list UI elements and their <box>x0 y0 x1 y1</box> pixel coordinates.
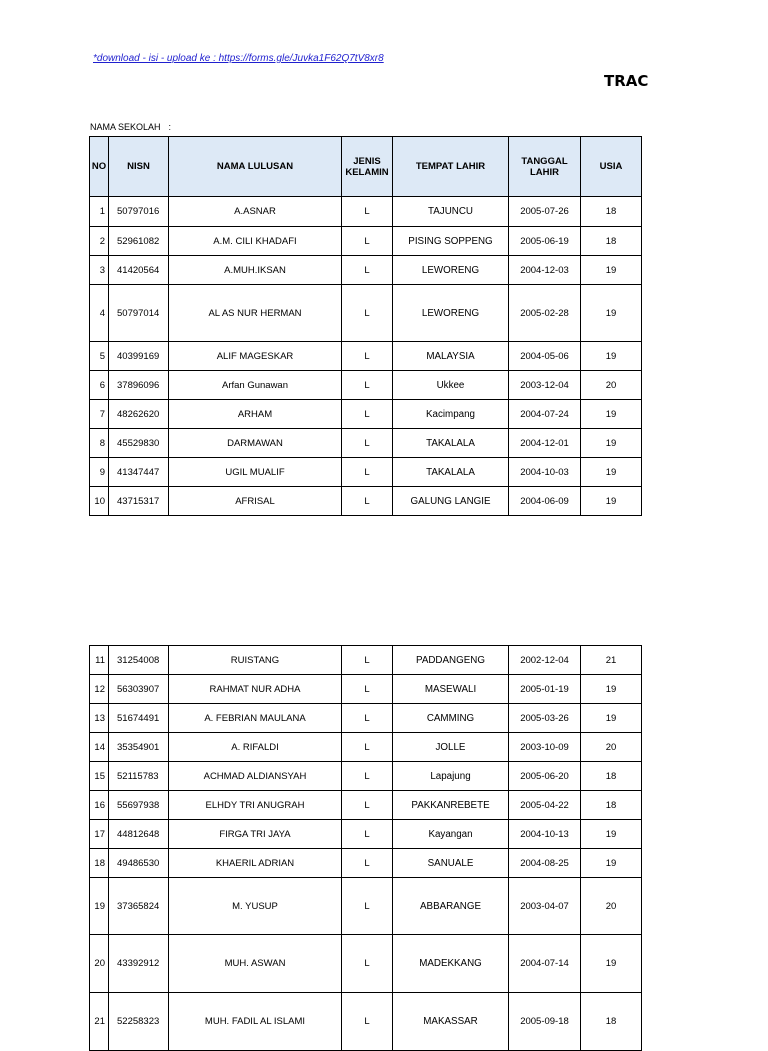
column-header-no: NO <box>90 137 109 197</box>
cell-nama: A.M. CILI KHADAFI <box>169 227 342 256</box>
cell-tempat-lahir: PADDANGENG <box>393 646 509 675</box>
cell-usia: 19 <box>581 849 642 878</box>
cell-tempat-lahir: PISING SOPPENG <box>393 227 509 256</box>
cell-jenis-kelamin: L <box>342 733 393 762</box>
cell-nama: ELHDY TRI ANUGRAH <box>169 791 342 820</box>
table-row <box>90 458 642 487</box>
cell-nisn: 51674491 <box>109 704 169 733</box>
cell-jenis-kelamin: L <box>342 675 393 704</box>
cell-tempat-lahir: LEWORENG <box>393 285 509 342</box>
cell-tempat-lahir: PAKKANREBETE <box>393 791 509 820</box>
cell-tanggal-lahir: 2005-02-28 <box>509 285 581 342</box>
cell-tanggal-lahir: 2004-12-03 <box>509 256 581 285</box>
cell-usia: 18 <box>581 762 642 791</box>
cell-usia: 19 <box>581 820 642 849</box>
column-header-jenis-kelamin: JENIS KELAMIN <box>342 137 393 197</box>
table-row <box>90 993 642 1051</box>
table-row <box>90 487 642 516</box>
cell-usia: 19 <box>581 256 642 285</box>
cell-no: 1 <box>90 197 109 227</box>
cell-no: 16 <box>90 791 109 820</box>
page-title: TRAC <box>604 72 649 90</box>
cell-usia: 19 <box>581 487 642 516</box>
cell-jenis-kelamin: L <box>342 285 393 342</box>
cell-tanggal-lahir: 2003-04-07 <box>509 878 581 935</box>
column-header-tanggal-lahir: TANGGAL LAHIR <box>509 137 581 197</box>
cell-nisn: 31254008 <box>109 646 169 675</box>
cell-jenis-kelamin: L <box>342 878 393 935</box>
cell-jenis-kelamin: L <box>342 849 393 878</box>
cell-usia: 18 <box>581 993 642 1051</box>
cell-jenis-kelamin: L <box>342 935 393 993</box>
cell-tanggal-lahir: 2004-06-09 <box>509 487 581 516</box>
cell-nisn: 41347447 <box>109 458 169 487</box>
cell-jenis-kelamin: L <box>342 256 393 285</box>
cell-usia: 19 <box>581 704 642 733</box>
cell-jenis-kelamin: L <box>342 400 393 429</box>
cell-tanggal-lahir: 2005-01-19 <box>509 675 581 704</box>
cell-tanggal-lahir: 2005-07-26 <box>509 197 581 227</box>
cell-nisn: 44812648 <box>109 820 169 849</box>
school-name-label-text: NAMA SEKOLAH <box>90 122 161 132</box>
column-header-nama: NAMA LULUSAN <box>169 137 342 197</box>
cell-no: 8 <box>90 429 109 458</box>
cell-tempat-lahir: CAMMING <box>393 704 509 733</box>
table-row <box>90 342 642 371</box>
cell-nisn: 52961082 <box>109 227 169 256</box>
cell-usia: 19 <box>581 458 642 487</box>
column-header-nisn: NISN <box>109 137 169 197</box>
cell-nama: A.MUH.IKSAN <box>169 256 342 285</box>
column-header-tempat-lahir: TEMPAT LAHIR <box>393 137 509 197</box>
cell-tanggal-lahir: 2004-10-13 <box>509 820 581 849</box>
cell-usia: 19 <box>581 285 642 342</box>
cell-tanggal-lahir: 2005-09-18 <box>509 993 581 1051</box>
table-header-row <box>90 137 642 197</box>
cell-jenis-kelamin: L <box>342 371 393 400</box>
cell-nama: Arfan Gunawan <box>169 371 342 400</box>
cell-nisn: 50797016 <box>109 197 169 227</box>
cell-tempat-lahir: GALUNG LANGIE <box>393 487 509 516</box>
cell-jenis-kelamin: L <box>342 342 393 371</box>
cell-nisn: 55697938 <box>109 791 169 820</box>
cell-nama: ARHAM <box>169 400 342 429</box>
school-name-label <box>90 122 171 132</box>
table-row <box>90 704 642 733</box>
table-row <box>90 285 642 342</box>
cell-tempat-lahir: MASEWALI <box>393 675 509 704</box>
cell-nisn: 45529830 <box>109 429 169 458</box>
cell-tanggal-lahir: 2005-06-19 <box>509 227 581 256</box>
table-row <box>90 791 642 820</box>
cell-tempat-lahir: MALAYSIA <box>393 342 509 371</box>
school-name-colon: : <box>168 122 172 132</box>
cell-usia: 21 <box>581 646 642 675</box>
cell-no: 7 <box>90 400 109 429</box>
cell-nama: AL AS NUR HERMAN <box>169 285 342 342</box>
cell-usia: 20 <box>581 878 642 935</box>
cell-tanggal-lahir: 2004-05-06 <box>509 342 581 371</box>
cell-tempat-lahir: SANUALE <box>393 849 509 878</box>
cell-nama: KHAERIL ADRIAN <box>169 849 342 878</box>
cell-nama: M. YUSUP <box>169 878 342 935</box>
table-row <box>90 197 642 227</box>
cell-nama: RAHMAT NUR ADHA <box>169 675 342 704</box>
cell-tempat-lahir: LEWORENG <box>393 256 509 285</box>
cell-tanggal-lahir: 2005-06-20 <box>509 762 581 791</box>
cell-no: 5 <box>90 342 109 371</box>
cell-tempat-lahir: MADEKKANG <box>393 935 509 993</box>
cell-tanggal-lahir: 2004-10-03 <box>509 458 581 487</box>
cell-tempat-lahir: MAKASSAR <box>393 993 509 1051</box>
cell-tanggal-lahir: 2004-07-14 <box>509 935 581 993</box>
cell-jenis-kelamin: L <box>342 458 393 487</box>
cell-nisn: 50797014 <box>109 285 169 342</box>
cell-tanggal-lahir: 2003-10-09 <box>509 733 581 762</box>
cell-jenis-kelamin: L <box>342 993 393 1051</box>
cell-usia: 19 <box>581 342 642 371</box>
cell-nisn: 43715317 <box>109 487 169 516</box>
cell-tempat-lahir: JOLLE <box>393 733 509 762</box>
column-header-usia: USIA <box>581 137 642 197</box>
cell-usia: 18 <box>581 791 642 820</box>
cell-tanggal-lahir: 2004-07-24 <box>509 400 581 429</box>
cell-tempat-lahir: Kayangan <box>393 820 509 849</box>
cell-usia: 18 <box>581 197 642 227</box>
cell-tempat-lahir: Lapajung <box>393 762 509 791</box>
cell-tanggal-lahir: 2002-12-04 <box>509 646 581 675</box>
cell-no: 21 <box>90 993 109 1051</box>
cell-tanggal-lahir: 2005-04-22 <box>509 791 581 820</box>
cell-jenis-kelamin: L <box>342 646 393 675</box>
cell-tempat-lahir: Ukkee <box>393 371 509 400</box>
cell-nama: MUH. ASWAN <box>169 935 342 993</box>
table-row <box>90 429 642 458</box>
cell-tempat-lahir: TAKALALA <box>393 458 509 487</box>
table-row <box>90 646 642 675</box>
cell-no: 15 <box>90 762 109 791</box>
cell-no: 3 <box>90 256 109 285</box>
cell-nama: RUISTANG <box>169 646 342 675</box>
cell-usia: 19 <box>581 675 642 704</box>
cell-nama: ACHMAD ALDIANSYAH <box>169 762 342 791</box>
cell-nisn: 49486530 <box>109 849 169 878</box>
cell-jenis-kelamin: L <box>342 429 393 458</box>
graduates-table-page-1 <box>89 136 642 516</box>
cell-nisn: 35354901 <box>109 733 169 762</box>
cell-tanggal-lahir: 2004-12-01 <box>509 429 581 458</box>
cell-nisn: 52258323 <box>109 993 169 1051</box>
cell-jenis-kelamin: L <box>342 487 393 516</box>
table-row <box>90 400 642 429</box>
cell-tanggal-lahir: 2005-03-26 <box>509 704 581 733</box>
cell-tempat-lahir: Kacimpang <box>393 400 509 429</box>
table-row <box>90 256 642 285</box>
cell-jenis-kelamin: L <box>342 791 393 820</box>
cell-usia: 19 <box>581 429 642 458</box>
cell-nama: A.ASNAR <box>169 197 342 227</box>
cell-usia: 20 <box>581 371 642 400</box>
cell-nama: UGIL MUALIF <box>169 458 342 487</box>
table-row <box>90 227 642 256</box>
cell-nisn: 52115783 <box>109 762 169 791</box>
cell-no: 11 <box>90 646 109 675</box>
cell-nisn: 41420564 <box>109 256 169 285</box>
table-row <box>90 935 642 993</box>
cell-jenis-kelamin: L <box>342 227 393 256</box>
cell-nisn: 56303907 <box>109 675 169 704</box>
table-row <box>90 371 642 400</box>
cell-jenis-kelamin: L <box>342 762 393 791</box>
cell-usia: 19 <box>581 935 642 993</box>
cell-tempat-lahir: ABBARANGE <box>393 878 509 935</box>
cell-no: 6 <box>90 371 109 400</box>
cell-jenis-kelamin: L <box>342 820 393 849</box>
cell-tanggal-lahir: 2003-12-04 <box>509 371 581 400</box>
upload-form-link[interactable]: *download - isi - upload ke : https://forms.gle/Juvka1F62Q7tV8xr8 <box>93 53 384 64</box>
table-row <box>90 878 642 935</box>
table-row <box>90 733 642 762</box>
cell-nama: AFRISAL <box>169 487 342 516</box>
cell-nisn: 37365824 <box>109 878 169 935</box>
cell-nama: ALIF MAGESKAR <box>169 342 342 371</box>
cell-usia: 20 <box>581 733 642 762</box>
cell-usia: 19 <box>581 400 642 429</box>
cell-nisn: 43392912 <box>109 935 169 993</box>
cell-nisn: 37896096 <box>109 371 169 400</box>
cell-nama: FIRGA TRI JAYA <box>169 820 342 849</box>
cell-no: 4 <box>90 285 109 342</box>
table-row <box>90 849 642 878</box>
cell-no: 10 <box>90 487 109 516</box>
cell-no: 19 <box>90 878 109 935</box>
table-row <box>90 675 642 704</box>
cell-jenis-kelamin: L <box>342 197 393 227</box>
cell-no: 17 <box>90 820 109 849</box>
cell-no: 9 <box>90 458 109 487</box>
cell-nama: DARMAWAN <box>169 429 342 458</box>
cell-no: 18 <box>90 849 109 878</box>
cell-nama: A. RIFALDI <box>169 733 342 762</box>
table-row <box>90 762 642 791</box>
cell-nisn: 48262620 <box>109 400 169 429</box>
cell-no: 2 <box>90 227 109 256</box>
cell-jenis-kelamin: L <box>342 704 393 733</box>
table-row <box>90 820 642 849</box>
cell-nama: MUH. FADIL AL ISLAMI <box>169 993 342 1051</box>
graduates-table-page-2 <box>89 645 642 1051</box>
cell-no: 12 <box>90 675 109 704</box>
cell-tanggal-lahir: 2004-08-25 <box>509 849 581 878</box>
cell-nama: A. FEBRIAN MAULANA <box>169 704 342 733</box>
cell-no: 13 <box>90 704 109 733</box>
cell-nisn: 40399169 <box>109 342 169 371</box>
cell-usia: 18 <box>581 227 642 256</box>
cell-no: 14 <box>90 733 109 762</box>
cell-tempat-lahir: TAKALALA <box>393 429 509 458</box>
cell-tempat-lahir: TAJUNCU <box>393 197 509 227</box>
cell-no: 20 <box>90 935 109 993</box>
